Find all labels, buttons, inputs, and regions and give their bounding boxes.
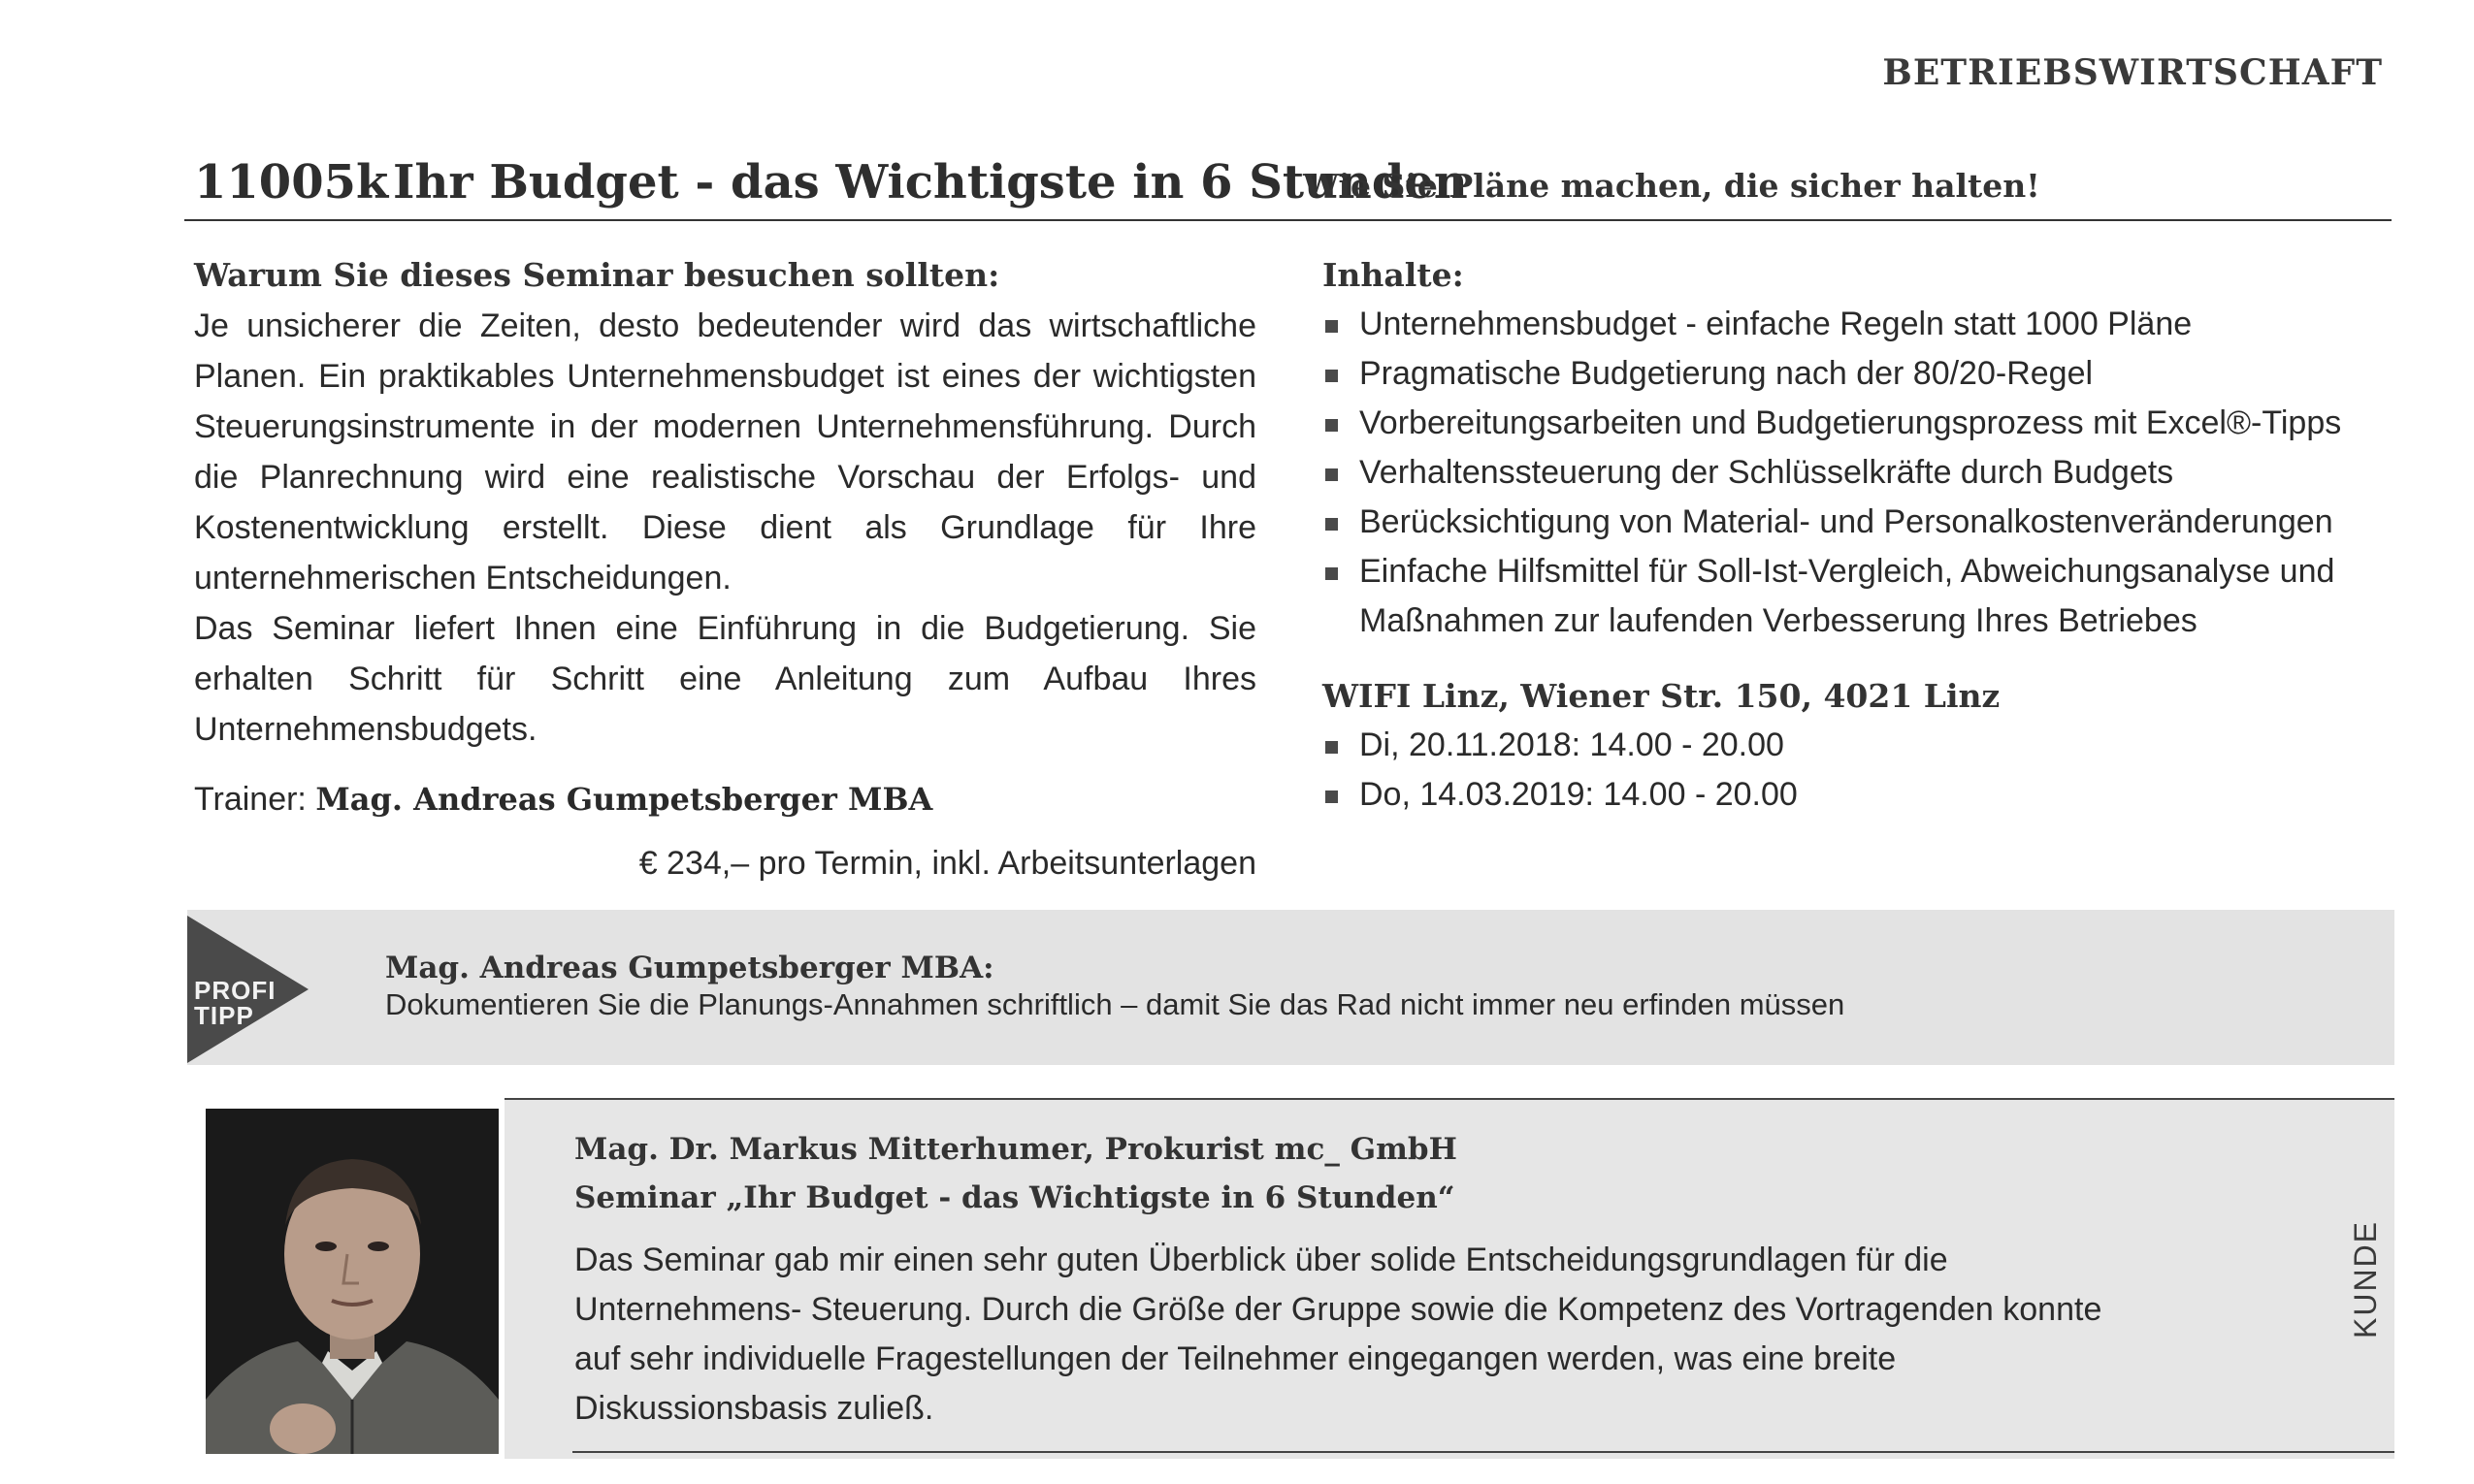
- venue-location: WIFI Linz, Wiener Str. 150, 4021 Linz: [1322, 677, 2001, 715]
- kunde-label: KUNDE: [2348, 1219, 2383, 1339]
- trainer-name: Mag. Andreas Gumpetsberger MBA: [315, 781, 933, 818]
- date-item: Di, 20.11.2018: 14.00 - 20.00: [1322, 721, 2399, 770]
- trainer-label: Trainer:: [194, 781, 316, 818]
- title-divider: [184, 219, 2392, 221]
- course-subtitle: Wie Sie Pläne machen, die sicher halten!: [1303, 167, 2040, 205]
- why-paragraph-1: Je unsicherer die Zeiten, desto bedeutender wird das wirtschaftliche Planen. Ein praktikables Unternehmensbudget ist eines der wichtigsten Steuerungsinstrumente in der modernen Unternehmensführung. Durch die Planrechnung wird eine realistische Vorschau der Erfolgs- und Kostenentwicklung erstellt. Diese dient als Grundlage für Ihre unternehmerischen Entscheidungen.: [194, 307, 1256, 597]
- list-item: Vorbereitungsarbeiten und Budgetierungsprozess mit Excel®-Tipps: [1322, 399, 2399, 448]
- dates-list: [1322, 721, 2399, 820]
- course-title-row: [194, 155, 2392, 223]
- list-item: Einfache Hilfsmittel für Soll-Ist-Vergleich, Abweichungsanalyse und Maßnahmen zur laufenden Verbesserung Ihres Betriebes: [1322, 547, 2399, 646]
- contents-column: [1322, 250, 2399, 820]
- why-heading: Warum Sie dieses Seminar besuchen sollten:: [194, 256, 1000, 294]
- testimonial-header: [574, 1125, 1457, 1222]
- section-label: BETRIEBSWIRTSCHAFT: [1882, 52, 2383, 93]
- list-item: Unternehmensbudget - einfache Regeln statt 1000 Pläne: [1322, 300, 2399, 349]
- why-paragraph-2: Das Seminar liefert Ihnen eine Einführung in die Budgetierung. Sie erhalten Schritt für Schritt eine Anleitung zum Aufbau Ihres Unternehmensbudgets.: [194, 610, 1256, 748]
- testimonial-seminar: Seminar „Ihr Budget - das Wichtigste in 6 Stunden“: [574, 1180, 1455, 1215]
- course-id: 11005k: [194, 155, 389, 210]
- testimonial-top-rule: [505, 1098, 2394, 1100]
- price: € 234,– pro Termin, inkl. Arbeitsunterlagen: [638, 845, 1256, 882]
- tip-text: Dokumentieren Sie die Planungs-Annahmen schriftlich – damit Sie das Rad nicht immer neu erfinden müssen: [385, 987, 1845, 1021]
- profi-tipp-badge-line-1: PROFI: [194, 976, 277, 1005]
- profi-tipp-badge: [194, 978, 276, 1028]
- date-item: Do, 14.03.2019: 14.00 - 20.00: [1322, 770, 2399, 820]
- trainer-line: [194, 774, 1256, 824]
- list-item: Verhaltenssteuerung der Schlüsselkräfte durch Budgets: [1322, 448, 2399, 498]
- list-item: Berücksichtigung von Material- und Personalkostenveränderungen: [1322, 498, 2399, 547]
- testimonial-person: Mag. Dr. Markus Mitterhumer, Prokurist mc_ GmbH: [574, 1132, 1457, 1167]
- customer-photo: [206, 1109, 499, 1454]
- testimonial-bottom-rule: [572, 1451, 2394, 1453]
- contents-list: [1322, 300, 2399, 646]
- kunde-label-container: [2348, 1219, 2387, 1484]
- testimonial-text: Das Seminar gab mir einen sehr guten Überblick über solide Entscheidungsgrundlagen für die Unternehmens- Steuerung. Durch die Größe der Gruppe sowie die Kompetenz des Vortragenden konnte auf sehr individuelle Fragestellungen der Teilnehmer eingegangen werden, was eine breite Diskussionsbasis zuließ.: [574, 1242, 2102, 1427]
- contents-heading: Inhalte:: [1322, 256, 1464, 294]
- list-item: Pragmatische Budgetierung nach der 80/20-Regel: [1322, 349, 2399, 399]
- why-column: [194, 250, 1256, 888]
- course-title: Ihr Budget - das Wichtigste in 6 Stunden: [393, 155, 1468, 210]
- profi-tipp-badge-line-2: TIPP: [194, 1001, 254, 1030]
- tip-author: Mag. Andreas Gumpetsberger MBA:: [385, 951, 994, 985]
- customer-portrait-image: [206, 1109, 499, 1454]
